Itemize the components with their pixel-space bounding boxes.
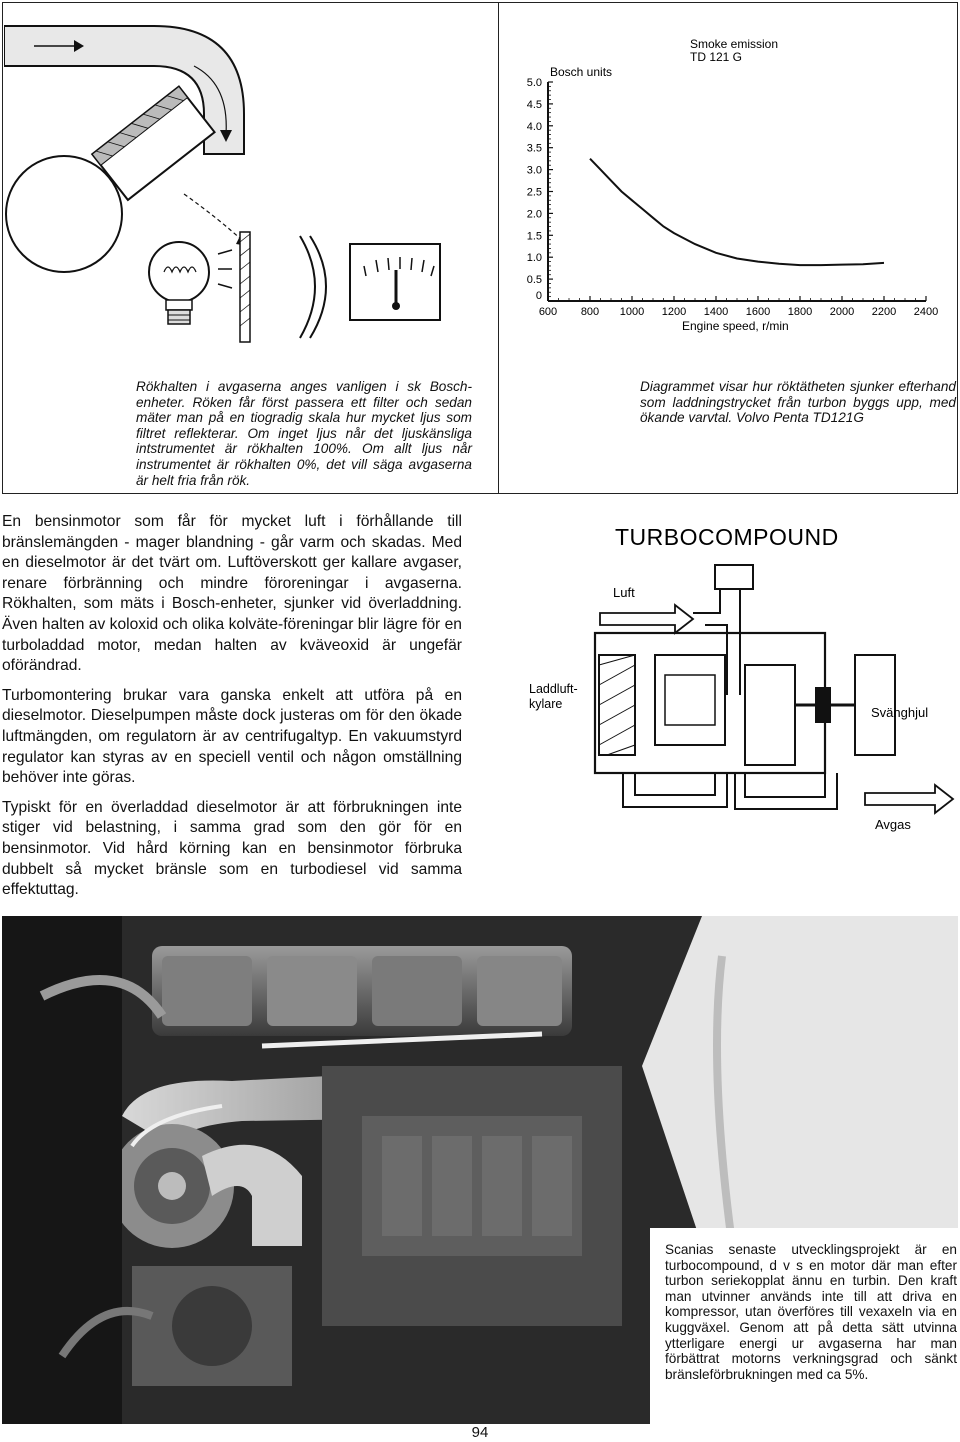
turbo-label-laddluft: Laddluft- kylare: [529, 682, 578, 711]
chart-y-tick-label: 3.5: [526, 142, 542, 155]
chart-x-tick-label: 800: [580, 306, 600, 318]
body-paragraph: Typiskt för en överladdad dieselmotor är att förbrukningen inte stiger vid belastning, i samma grad som den gör för en bensinmotor. Vid hård körning kan en bensinmotor förbruka dubbelt så mycket bränsle som en turbodiesel vid samma effektuttag.: [2, 798, 462, 899]
chart-y-tick-label: 1.0: [526, 252, 542, 265]
smoke-emission-chart: [500, 4, 956, 342]
turbo-title: TURBOCOMPOUND: [615, 524, 839, 550]
chart-x-tick-label: 600: [538, 306, 558, 318]
chart-xlabel: Engine speed, r/min: [682, 319, 789, 333]
chart-series: [590, 159, 884, 265]
chart-axes: [548, 82, 926, 301]
chart-ticks: [527, 77, 939, 318]
turbo-label-avgas: Avgas: [875, 817, 911, 832]
body-paragraph: Turbomontering brukar vara ganska enkelt att utföra på en dieselmotor. Dieselpumpen måste dock justeras om för den ökade luftmängden, om regulatorn är av centrifugaltyp. En vakuumstyrd regulator kan styras av en speciell ventil och någon omställning behöver inte göras.: [2, 686, 462, 787]
chart-y-tick-label: 2.5: [526, 186, 542, 199]
chart-x-tick-label: 1200: [661, 306, 687, 318]
chart-y-tick-label: 3.0: [526, 164, 542, 177]
chart-subtitle: TD 121 G: [690, 50, 743, 64]
body-paragraph: En bensinmotor som får för mycket luft i förhållande till bränslemängden - mager blandning - går varm och skadas. Med en dieselmotor är det tvärt om. Luftöverskott ger kallare avgaser, renare förbränning och mindre föroreningar i avgaserna. Rökhalten, som mäts i Bosch-enheter, sjunker vid överladdning. Även halten av koloxid och olika kolväte-föreningar blir lägre för en turboladdad motor, medan halten av kväveoxid är ungefär oförändrad.: [2, 513, 462, 675]
chart-caption: Diagrammet visar hur röktätheten sjunker efterhand som laddningstrycket från turbon byggs upp, med ökande varvtal. Volvo Penta TD121G: [640, 379, 956, 426]
chart-y-tick-label: 4.0: [526, 120, 542, 133]
chart-ylabel: Bosch units: [550, 65, 613, 79]
chart-x-tick-label: 1800: [787, 306, 813, 318]
body-text: [2, 512, 462, 910]
chart-title: Smoke emission: [690, 37, 779, 51]
turbocompound-diagram: [515, 515, 960, 840]
chart-series-line: [590, 159, 884, 265]
top-figure-divider: [498, 2, 499, 494]
chart-x-tick-label: 1600: [745, 306, 771, 318]
turbo-label-luft: Luft: [613, 585, 635, 600]
chart-y-tick-label: 4.5: [526, 98, 542, 111]
chart-y-tick-label: 2.0: [526, 208, 542, 221]
chart-x-tick-label: 2400: [913, 306, 939, 318]
chart-y-tick-label: 0.5: [526, 274, 542, 287]
chart-y-tick-label: 0: [535, 290, 542, 302]
chart-x-tick-label: 2200: [871, 306, 897, 318]
scania-caption: Scanias senaste utvecklingsprojekt är en turbocompound, d v s en motor där man efter turbon seriekopplat ännu en turbin. Den kraft man utvinner används inte till att driva en kompressor, utan överföres till vexaxeln via en kuggväxel. Genom att på detta sätt utvinna ytterligare energi ur avgaserna har man förbättrat motorns verkningsgrad och sänkt bränsleförbrukningen med ca 5%.: [665, 1242, 957, 1382]
chart-y-tick-label: 1.5: [526, 230, 542, 243]
smoke-meter-caption: Rökhalten i avgaserna anges vanligen i sk Bosch-enheter. Röken får först passera ett filter och sedan mäter man på en tiogradig skala hur mycket ljus som filtret reflekterar. Om inget ljus når det ljuskänsliga intstrumentet är rökhalten 100%. Om allt ljus når instrumentet är rökhalten 0%, det vill säga avgaserna är helt fria från rök.: [136, 379, 472, 488]
page-number: 94: [471, 1424, 489, 1441]
chart-x-tick-label: 1400: [703, 306, 729, 318]
chart-x-tick-label: 1000: [619, 306, 645, 318]
chart-x-tick-label: 2000: [829, 306, 855, 318]
turbo-label-svanghjul: Svänghjul: [871, 705, 929, 720]
chart-y-tick-label: 5.0: [526, 77, 542, 89]
smoke-meter-illustration: [4, 4, 496, 364]
